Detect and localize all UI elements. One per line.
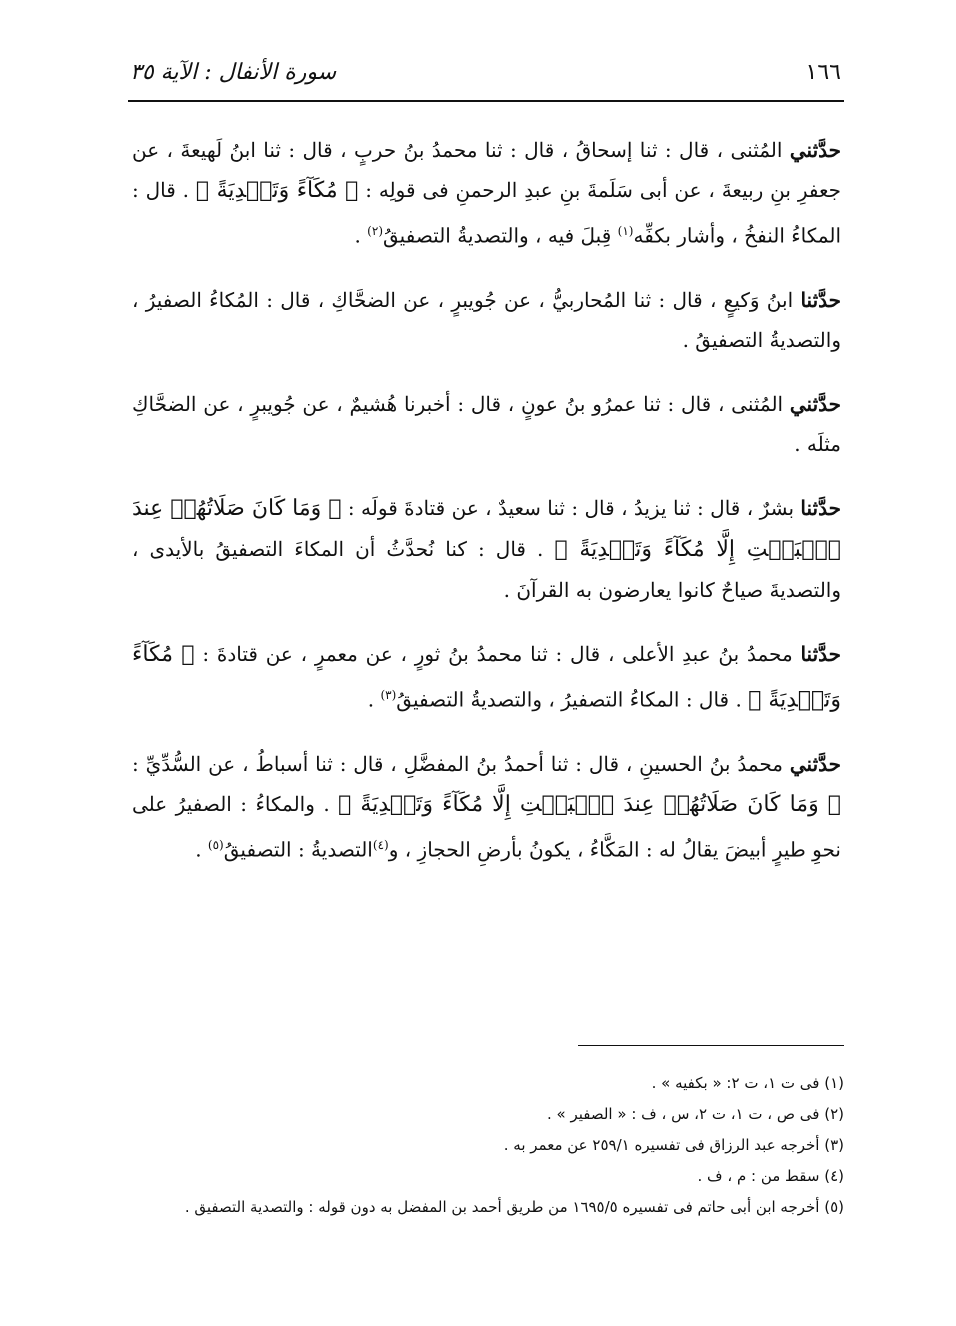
footnotes: [132, 1068, 844, 1223]
paragraph-lead: حدَّثني: [789, 391, 841, 416]
paragraph-lead: حدَّثنا: [800, 287, 841, 312]
footnote-ref[interactable]: (٢): [367, 224, 383, 238]
paragraph-text: محمدُ بنُ عبدِ الأعلى ، قال : ثنا محمدُ بنُ ثورٍ ، عن معمرٍ ، عن قتادةَ :: [194, 641, 801, 666]
page-header: [130, 52, 841, 92]
quran-quote: ﴿ مُكَآءً وَتَصۡدِيَةً ﴾: [195, 178, 359, 203]
paragraph-text: .: [354, 223, 368, 248]
paragraph-lead: حدَّثني: [789, 752, 841, 777]
paragraph-text: . قال : كنا نُحدَّثُ أن المكاءَ التصفيقُ بالأيدى ، والتصديةَ صياحٌ كانوا يعارضون به القرآنَ .: [132, 536, 841, 602]
paragraph-text: . والمكاءُ : الصفيرُ على نحوِ طيرٍ أبيضَ يقالُ له : المَكَّاءُ ، يكونُ بأرضِ الحجازِ ، و: [132, 792, 841, 862]
footnote-ref[interactable]: (١): [617, 224, 634, 238]
paragraph-text: .: [195, 837, 208, 862]
paragraph-text: التصديةُ : التصفيقُ: [223, 837, 373, 862]
paragraph-text: قِبلَ فيه ، والتصديةُ التصفيقُ: [383, 223, 618, 248]
paragraph-1: [132, 130, 841, 256]
footnote: (٢) فى ص ، ت ١، ت ٢، س ، ف : « الصفير » .: [546, 1105, 844, 1123]
footnote-ref[interactable]: (٤): [372, 838, 389, 853]
running-title: سورة الأنفال : الآية ٣٥: [130, 59, 337, 85]
paragraph-2: [132, 280, 841, 360]
paragraph-lead: حدَّثني: [789, 138, 841, 162]
paragraph-4: [132, 488, 841, 610]
header-rule: [128, 100, 844, 102]
footnote: (٥) أخرجه ابن أبى حاتم فى تفسيره ١٦٩٥/٥ من طريق أحمد بن المفضل به دون قوله : والتصدية التصفيق .: [184, 1198, 844, 1216]
page-number: ١٦٦: [805, 59, 841, 85]
body-text: [132, 130, 841, 894]
paragraph-text: المُثنى ، قال : ثنا إسحاقُ ، قال : ثنا محمدُ بنُ حربٍ ، قال : ثنا ابنُ لَهيعةَ ، عن جعفرِ بنِ ربيعةَ ، عن أبى سَلَمةَ بنِ عبدِ الرحمنِ فى قولِه :: [132, 138, 842, 202]
paragraph-lead: حدَّثنا: [800, 495, 841, 520]
footnote-rule: [578, 1045, 844, 1046]
paragraph-text: .: [367, 687, 381, 712]
footnote: (١) فى ت ١، ت ٢: « بكفيه » .: [651, 1074, 844, 1092]
quran-quote: ﴿ وَمَا كَانَ صَلَاتُهُمۡ عِندَ ٱلۡبَيۡتِ إِلَّا مُكَآءً وَتَصۡدِيَةً ﴾: [132, 495, 841, 562]
paragraph-text: . قال : المكاءُ التصفيرُ ، والتصديةُ التصفيقُ: [396, 687, 749, 712]
footnote-ref[interactable]: (٣): [380, 687, 397, 702]
footnote: (٤) سقط من : م ، ف .: [697, 1167, 844, 1185]
paragraph-6: [132, 744, 841, 870]
footnote-ref[interactable]: (٥): [207, 838, 224, 853]
paragraph-text: ابنُ وَكيعٍ ، قال : ثنا المُحاربيُّ ، عن جُويبرٍ ، عن الضحَّاكِ ، قال : المُكاءُ الصفيرُ ، والتصديةُ التصفيقُ .: [132, 287, 841, 352]
footnote: (٣) أخرجه عبد الرزاق فى تفسيره ٢٥٩/١ عن معمر به .: [503, 1136, 844, 1154]
quran-quote: ﴿ وَمَا كَانَ صَلَاتُهُمۡ عِندَ ٱلۡبَيۡتِ إِلَّا مُكَآءً وَتَصۡدِيَةً ﴾: [338, 792, 841, 818]
paragraph-text: المُثنى ، قال : ثنا عمرُو بنُ عونٍ ، قال : أخبرنا هُشيمٌ ، عن جُويبرٍ ، عن الضحَّاكِ مثلَه .: [132, 391, 841, 456]
quran-quote: ﴿ مُكَآءً وَتَصۡدِيَةً ﴾: [132, 641, 841, 713]
paragraph-text: محمدُ بنُ الحسينِ ، قال : ثنا أحمدُ بنُ المفضَّلِ ، قال : ثنا أسباطُ ، عن السُّدِّيِّ :: [132, 752, 790, 777]
paragraph-5: [132, 634, 841, 721]
paragraph-3: [132, 384, 841, 464]
paragraph-text: بشرٌ ، قال : ثنا يزيدُ ، قال : ثنا سعيدٌ ، عن قتادةَ قولَه :: [341, 495, 801, 520]
paragraph-text: . قال : المكاءُ النفخُ ، وأشار بكفِّه: [132, 178, 841, 248]
paragraph-lead: حدَّثنا: [800, 641, 841, 666]
